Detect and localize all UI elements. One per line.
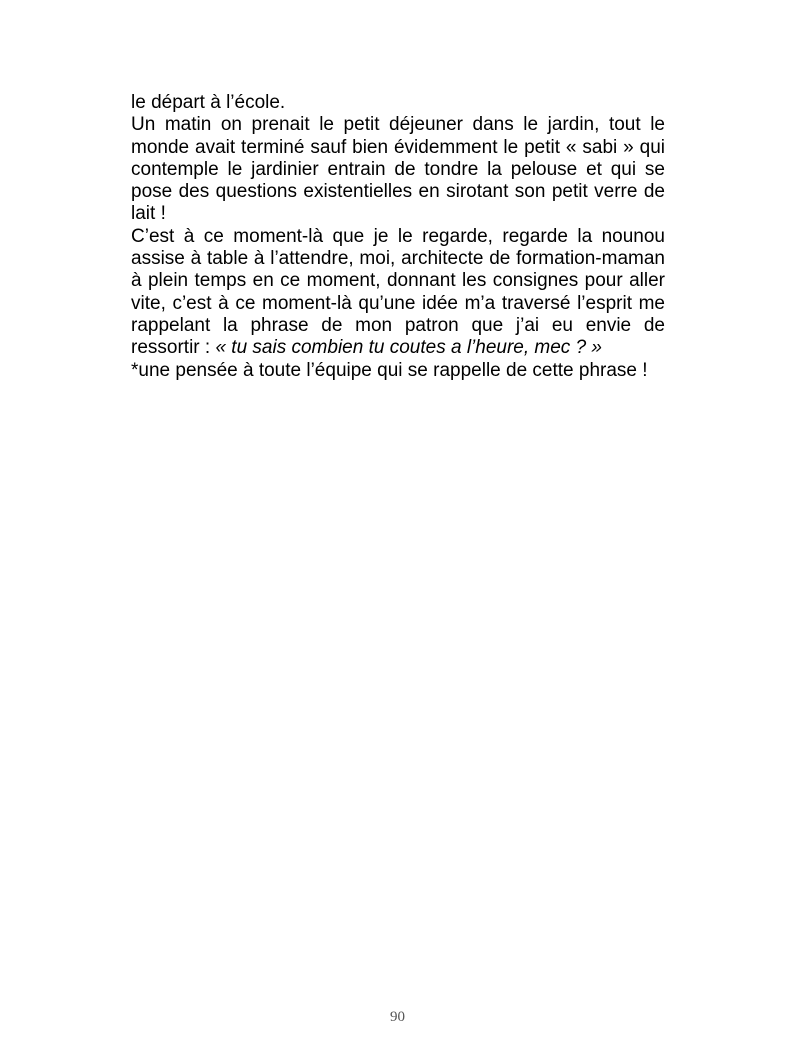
paragraph-breakfast: Un matin on prenait le petit déjeuner dans le jardin, tout le monde avait terminé sauf bien évidemment le petit « sabi » qui contemple le jardinier entrain de tondre la pelouse et qui se pose des questions existentielles en sirotant son petit verre de lait ! [131, 114, 665, 225]
page-number: 90 [390, 1009, 405, 1025]
paragraph-idea [131, 226, 665, 360]
text-block [131, 92, 665, 382]
paragraph-footnote: *une pensée à toute l’équipe qui se rappelle de cette phrase ! [131, 359, 648, 381]
paragraph-idea-lead: C’est à ce moment-là que je le regarde, regarde la nounou assise à table à l’attendre, moi, architecte de formation-maman à plein temps en ce moment, donnant les consignes pour aller vite, c’est à ce moment-là qu’une idée m’a traversé l’esprit me rappelant la phrase de mon patron que j’ai eu envie de ressortir : [131, 225, 665, 359]
paragraph-idea-quote: « tu sais combien tu coutes a l’heure, mec ? » [215, 337, 602, 359]
paragraph-continuation: le départ à l’école. [131, 92, 286, 113]
